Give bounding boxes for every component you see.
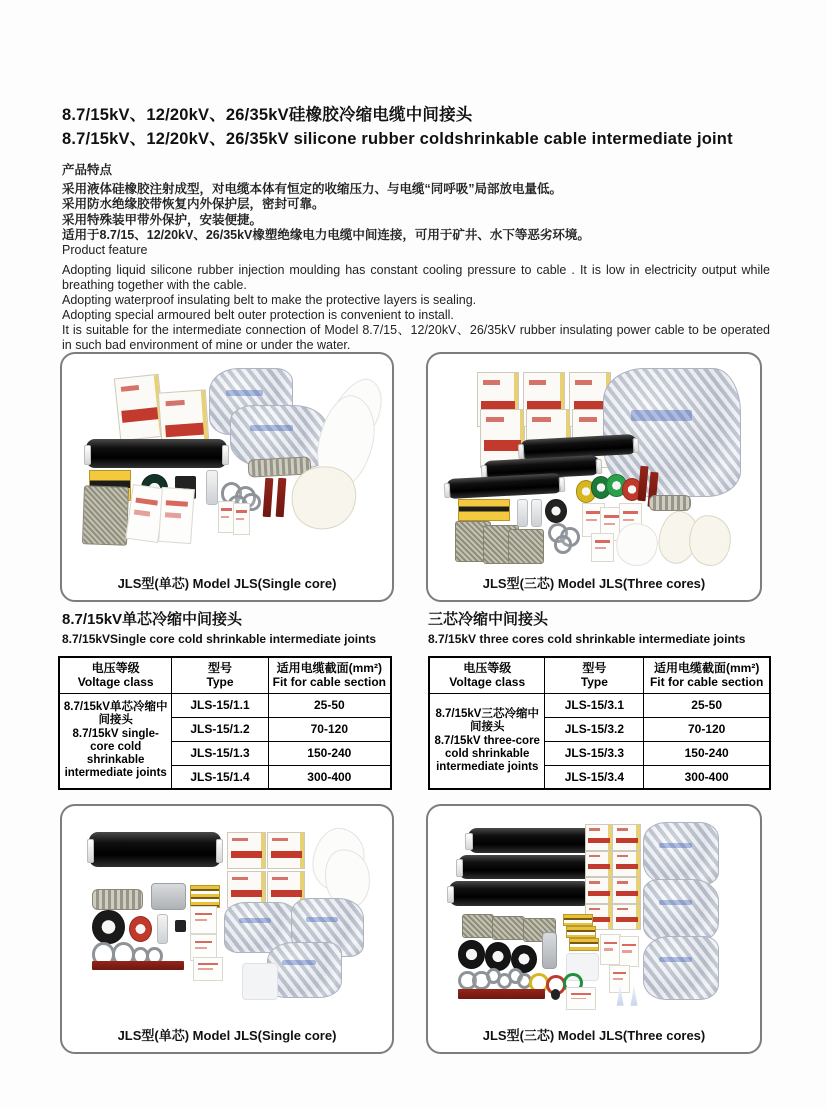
col-header-voltage: 电压等级 Voltage class (429, 657, 545, 693)
black-part (175, 920, 186, 932)
black-part (551, 989, 560, 999)
mesh-cloth (462, 914, 495, 938)
section-single-core (62, 608, 412, 646)
yellow-striped-card (190, 885, 220, 907)
tape-roll (129, 916, 152, 942)
sachet (619, 936, 639, 967)
mesh-cloth (82, 486, 129, 547)
tape-roll (545, 499, 567, 523)
voltage-class-cell: 8.7/15kV单芯冷缩中间接头 8.7/15kV single-core cold shrinkable intermediate joints (59, 693, 172, 789)
cold-shrink-tube (89, 832, 221, 867)
voltage-class-cell: 8.7/15kV三芯冷缩中间接头 8.7/15kV three-core cold shrinkable intermediate joints (429, 693, 545, 789)
yellow-striped-card (566, 926, 596, 938)
section-heading-zh: 三芯冷缩中间接头 (428, 611, 549, 628)
tape-roll (92, 910, 125, 945)
section-cell: 150-240 (644, 741, 770, 765)
product-title-en: 8.7/15kV、12/20kV、26/35kV silicone rubber coldshrinkable cable intermediate joint (62, 130, 733, 148)
tape-roll (458, 940, 485, 969)
kit-photo-scene (74, 364, 380, 568)
glue-tube (206, 470, 219, 505)
section-cell: 300-400 (644, 765, 770, 789)
sachet (600, 934, 620, 965)
silver-roll (542, 932, 558, 969)
feature-line-zh: 采用特殊装甲带外保护，安装便捷。 (62, 212, 263, 227)
feature-line-en: Adopting liquid silicone rubber injection moulding has constant cooling pressure to cable . It is low in electricity output while breathing together with the cable. (62, 263, 770, 292)
photo-caption: JLS型(三芯) Model JLS(Three cores) (482, 1028, 706, 1043)
spec-table-three-cores (428, 656, 771, 790)
section-cell: 70-120 (644, 717, 770, 741)
type-cell: JLS-15/1.1 (172, 693, 268, 717)
tape-roll (485, 942, 512, 971)
col-header-section: 适用电缆截面(mm²) Fit for cable section (644, 657, 770, 693)
photo-three-cores-kit-top (426, 352, 762, 602)
page-title (62, 103, 770, 151)
features-zh (62, 163, 770, 244)
cold-shrink-tube (449, 881, 591, 905)
photo-three-cores-kit-bottom (426, 804, 762, 1054)
col-header-voltage: 电压等级 Voltage class (59, 657, 172, 693)
packing-box (267, 832, 306, 869)
yellow-box (458, 499, 509, 521)
feature-line-zh: 采用液体硅橡胶注射成型，对电缆本体有恒定的收缩压力、与电缆“同呼吸”局部放电量低。 (62, 181, 563, 196)
packing-box (612, 877, 640, 903)
photo-caption: JLS型(单芯) Model JLS(Single core) (117, 576, 337, 591)
sachet (190, 906, 216, 935)
feature-line-en: Adopting special armoured belt outer protection is convenient to install. (62, 308, 454, 322)
sachet (233, 503, 250, 536)
mesh-tube (649, 495, 691, 511)
cold-shrink-tube (458, 855, 600, 879)
feature-line-zh: 采用防水绝缘胶带恢复内外保护层，密封可靠。 (62, 197, 325, 211)
plastic-spiral (531, 499, 542, 528)
col-header-section: 适用电缆截面(mm²) Fit for cable section (268, 657, 391, 693)
foil-bag (643, 936, 719, 999)
silver-roll (151, 883, 187, 909)
section-cell: 70-120 (268, 717, 391, 741)
col-header-type: 型号 Type (545, 657, 644, 693)
kit-photo-scene (440, 364, 748, 568)
type-cell: JLS-15/1.2 (172, 717, 268, 741)
glove (687, 513, 733, 567)
features-heading-en: Product feature (62, 243, 148, 257)
type-cell: JLS-15/3.2 (545, 717, 644, 741)
section-cell: 25-50 (268, 693, 391, 717)
type-cell: JLS-15/3.4 (545, 765, 644, 789)
sealing-strip (458, 989, 544, 998)
packing-box (612, 824, 640, 850)
photo-caption: JLS型(三芯) Model JLS(Three cores) (482, 576, 706, 591)
yellow-striped-card (563, 914, 593, 926)
foil-bag (267, 942, 342, 997)
cold-shrink-tube (86, 439, 227, 468)
packing-box (585, 824, 613, 850)
sachet (591, 533, 615, 562)
sealing-strip (92, 961, 184, 970)
packing-box (114, 374, 165, 442)
photo-caption: JLS型(单芯) Model JLS(Single core) (117, 1028, 337, 1043)
table-row (429, 693, 770, 717)
feature-line-en: It is suitable for the intermediate connection of Model 8.7/15、12/20kV、26/35kV rubber insulating power cable to be operated in such bad environment of mine or under the water. (62, 323, 770, 352)
packing-box (612, 851, 640, 877)
metal-ring (554, 535, 572, 553)
kit-photo-scene (74, 816, 380, 1020)
feature-line-en: Adopting waterproof insulating belt to make the protective layers is sealing. (62, 293, 477, 307)
spec-table-single-core (58, 656, 392, 790)
features-en (62, 243, 770, 353)
glue-tube (157, 914, 168, 945)
cloth-pad (242, 963, 278, 1000)
feature-line-zh: 适用于8.7/15、12/20kV、26/35kV橡塑绝缘电力电缆中间连接，可用于矿井、水下等恶劣环境。 (62, 228, 590, 242)
foil-bag (643, 822, 719, 885)
packing-box (585, 877, 613, 903)
sealing-strip (276, 478, 287, 517)
section-heading-en: 8.7/15kV three cores cold shrinkable intermediate joints (428, 632, 746, 646)
type-cell: JLS-15/3.3 (545, 741, 644, 765)
product-title-zh: 8.7/15kV、12/20kV、26/35kV硅橡胶冷缩电缆中间接头 (62, 106, 473, 124)
table-row (59, 693, 391, 717)
plastic-spiral (517, 499, 528, 528)
section-three-cores (428, 608, 778, 646)
photo-single-core-kit-bottom (60, 804, 394, 1054)
type-cell: JLS-15/1.3 (172, 741, 268, 765)
mesh-cloth (492, 916, 525, 940)
section-heading-en: 8.7/15kVSingle core cold shrinkable intermediate joints (62, 632, 377, 646)
sealing-strip (262, 478, 273, 517)
packing-box (585, 851, 613, 877)
mesh-tube (92, 889, 143, 909)
features-heading-zh: 产品特点 (62, 163, 113, 177)
foil-bag (643, 879, 719, 942)
kit-photo-scene (440, 816, 748, 1020)
sachet (158, 487, 194, 544)
type-cell: JLS-15/3.1 (545, 693, 644, 717)
packing-box (612, 904, 640, 930)
cone-plug (629, 985, 638, 1005)
sachet (566, 987, 596, 1009)
type-cell: JLS-15/1.4 (172, 765, 268, 789)
packing-box (227, 832, 266, 869)
cold-shrink-tube (446, 473, 564, 499)
yellow-striped-card (569, 938, 599, 950)
section-cell: 25-50 (644, 693, 770, 717)
section-heading-zh: 8.7/15kV单芯冷缩中间接头 (62, 611, 243, 628)
section-cell: 300-400 (268, 765, 391, 789)
mesh-cloth (508, 529, 544, 564)
photo-single-core-kit-top (60, 352, 394, 602)
sachet (193, 957, 223, 981)
col-header-type: 型号 Type (172, 657, 268, 693)
section-cell: 150-240 (268, 741, 391, 765)
